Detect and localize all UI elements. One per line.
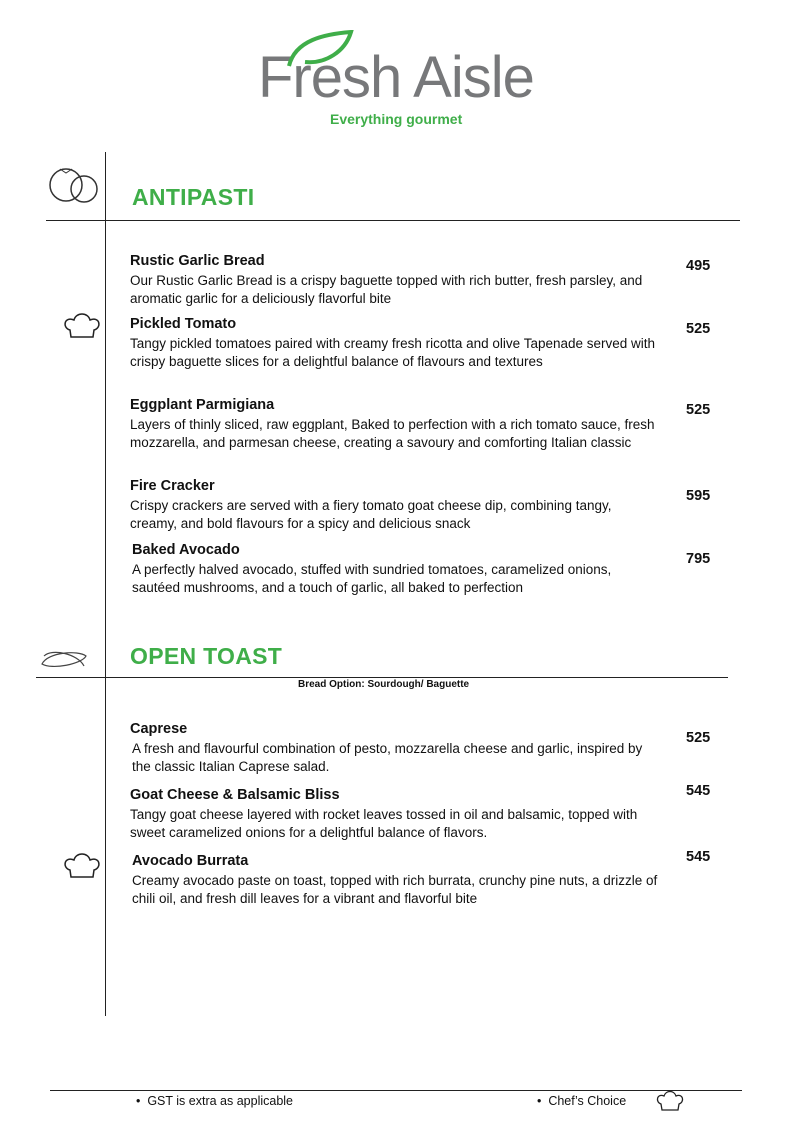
- footer-gst-note: • GST is extra as applicable: [136, 1094, 294, 1108]
- divider-vertical: [105, 152, 106, 1016]
- chef-hat-icon: [655, 1090, 685, 1112]
- menu-item: Rustic Garlic Bread Our Rustic Garlic Bread is a crispy baguette topped with rich butter, fresh parsley, and aromatic garlic for a deliciously flavorful bite: [130, 253, 643, 306]
- item-price: 525: [686, 730, 711, 746]
- item-price: 525: [686, 321, 711, 337]
- footer-chef-choice: • Chef’s Choice: [537, 1094, 627, 1108]
- item-price: 495: [686, 258, 711, 274]
- menu-item: Pickled Tomato Tangy pickled tomatoes paired with creamy fresh ricotta and olive Tapenade served with crispy baguette slices for a delightful balance of flavours and textures: [130, 316, 656, 369]
- item-price: 545: [686, 783, 711, 799]
- section-title-open-toast: OPEN TOAST: [130, 643, 283, 669]
- menu-item: Caprese A fresh and flavourful combination of pesto, mozzarella cheese and garlic, inspired by the classic Italian Caprese salad.: [130, 721, 643, 774]
- item-price: 595: [686, 488, 711, 504]
- divider-antipasti: [46, 220, 740, 221]
- tomato-icon: [46, 163, 102, 205]
- menu-item: Avocado Burrata Creamy avocado paste on toast, topped with rich burrata, crunchy pine nuts, a drizzle of chili oil, and fresh dill leaves for a vibrant and flavorful bite: [132, 853, 658, 906]
- logo-tagline: Everything gourmet: [330, 111, 463, 127]
- baguette-icon: [38, 646, 90, 672]
- menu-item: Fire Cracker Crispy crackers are served with a fiery tomato goat cheese dip, combining tangy, creamy, and bold flavours for a spicy and delicious snack: [130, 478, 612, 531]
- menu-item: Eggplant Parmigiana Layers of thinly sliced, raw eggplant, Baked to perfection with a rich tomato sauce, fresh mozzarella, and parmesan cheese, creating a savoury and comforting Italian classic: [130, 397, 655, 450]
- section-title-antipasti: ANTIPASTI: [132, 184, 255, 210]
- item-price: 525: [686, 402, 711, 418]
- divider-open-toast: [36, 677, 728, 678]
- logo-wordmark: Fresh Aisle: [258, 45, 534, 110]
- menu-item: Baked Avocado A perfectly halved avocado, stuffed with sundried tomatoes, caramelized onions, sautéed mushrooms, and a touch of garlic, all baked to perfection: [132, 542, 612, 595]
- divider-footer: [50, 1090, 742, 1091]
- leaf-icon: [285, 30, 355, 70]
- item-price: 795: [686, 551, 711, 567]
- item-price: 545: [686, 849, 711, 865]
- chef-hat-icon: [62, 312, 102, 340]
- bread-option-note: Bread Option: Sourdough/ Baguette: [298, 679, 470, 690]
- chef-hat-icon: [62, 852, 102, 880]
- menu-item: Goat Cheese & Balsamic Bliss Tangy goat cheese layered with rocket leaves tossed in oil and balsamic, topped with sweet caramelized onions for a delightful balance of flavors.: [130, 787, 638, 840]
